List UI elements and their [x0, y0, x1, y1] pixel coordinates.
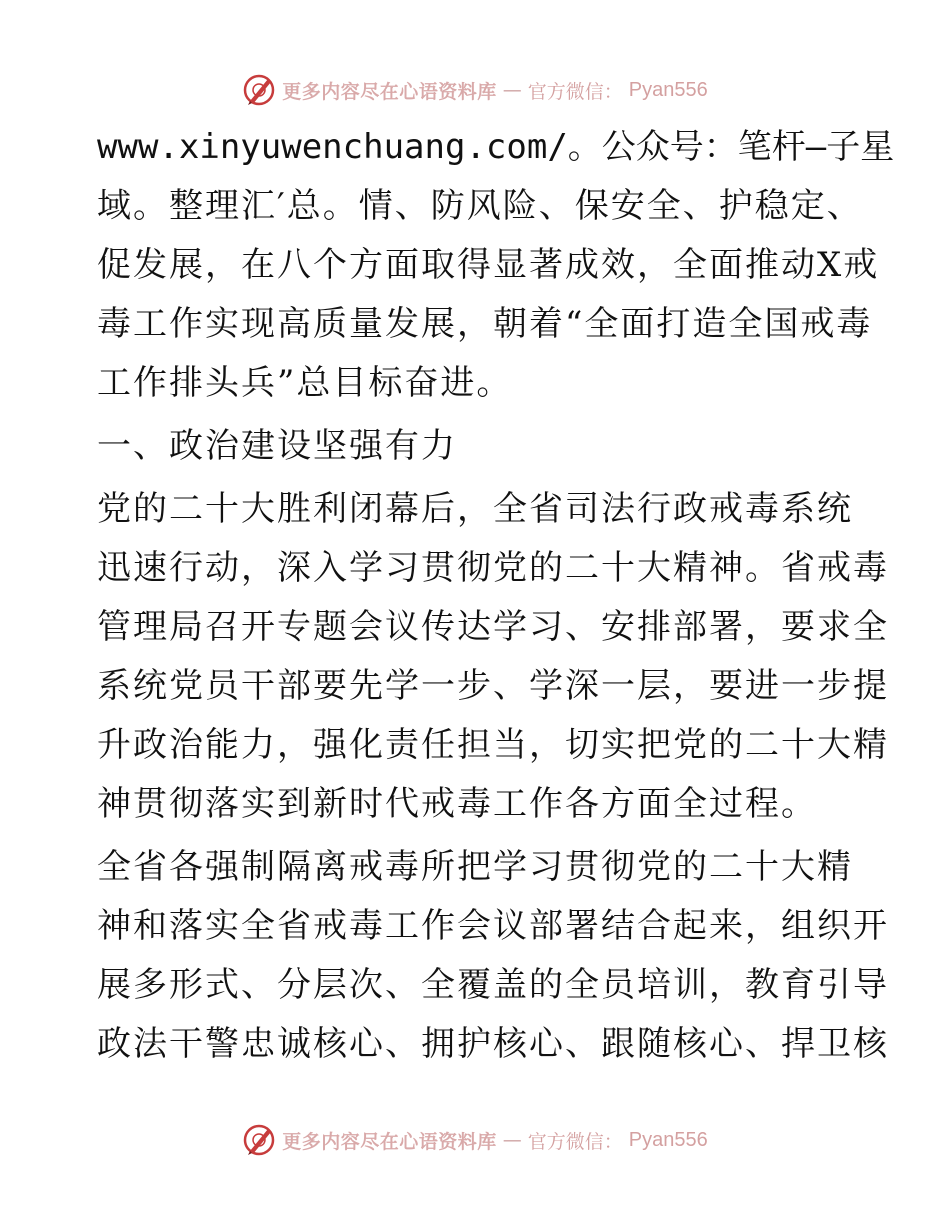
- watermark-wechat-label: 官方微信：: [527, 80, 623, 103]
- pen-logo-icon: [242, 73, 276, 107]
- section-heading: 一、政治建设坚强有力: [97, 426, 457, 466]
- text-line: 神贯彻落实到新时代戒毒工作各方面全过程。: [97, 784, 817, 824]
- text-line: 系统党员干部要先学一步、学深一层，要进一步提: [97, 666, 889, 706]
- header-watermark: [0, 70, 950, 110]
- text-line: 展多形式、分层次、全覆盖的全员培训，教育引导: [97, 965, 889, 1005]
- document-body: [97, 118, 895, 1074]
- text-line: 升政治能力，强化责任担当，切实把党的二十大精: [97, 725, 889, 765]
- text-line: 域。整理汇′总。情、防风险、保安全、护稳定、: [97, 186, 863, 226]
- text-line: 工作排头兵”总目标奋进。: [97, 363, 513, 403]
- text-line: 毒工作实现高质量发展，朝着“全面打造全国戒毒: [97, 304, 873, 344]
- paragraph-1: [97, 480, 889, 834]
- pen-logo-icon: [242, 1123, 276, 1157]
- watermark-tagline: 更多内容尽在心语资料库: [282, 1130, 497, 1153]
- watermark-wechat-label: 官方微信：: [527, 1130, 623, 1153]
- watermark-wechat-id: Pyan556: [628, 1128, 708, 1151]
- text-line: 促发展，在八个方面取得显著成效，全面推动X戒: [97, 245, 880, 285]
- text-line: www.xinyuwenchuang.com/。公众号：笔杆—子星: [97, 127, 895, 167]
- watermark-dash: —: [502, 1129, 522, 1151]
- text-line: 神和落实全省戒毒工作会议部署结合起来，组织开: [97, 906, 889, 946]
- paragraph-2: [97, 838, 889, 1074]
- text-line: 全省各强制隔离戒毒所把学习贯彻党的二十大精: [97, 847, 853, 887]
- watermark-wechat-id: Pyan556: [628, 78, 708, 101]
- text-line: 迅速行动，深入学习贯彻党的二十大精神。省戒毒: [97, 548, 889, 588]
- text-line: 政法干警忠诚核心、拥护核心、跟随核心、捍卫核: [97, 1024, 889, 1064]
- footer-watermark: [0, 1120, 950, 1160]
- intro-paragraph: [97, 118, 895, 413]
- text-line: 管理局召开专题会议传达学习、安排部署，要求全: [97, 607, 889, 647]
- watermark-dash: —: [502, 79, 522, 101]
- text-line: 党的二十大胜利闭幕后，全省司法行政戒毒系统: [97, 489, 853, 529]
- watermark-tagline: 更多内容尽在心语资料库: [282, 80, 497, 103]
